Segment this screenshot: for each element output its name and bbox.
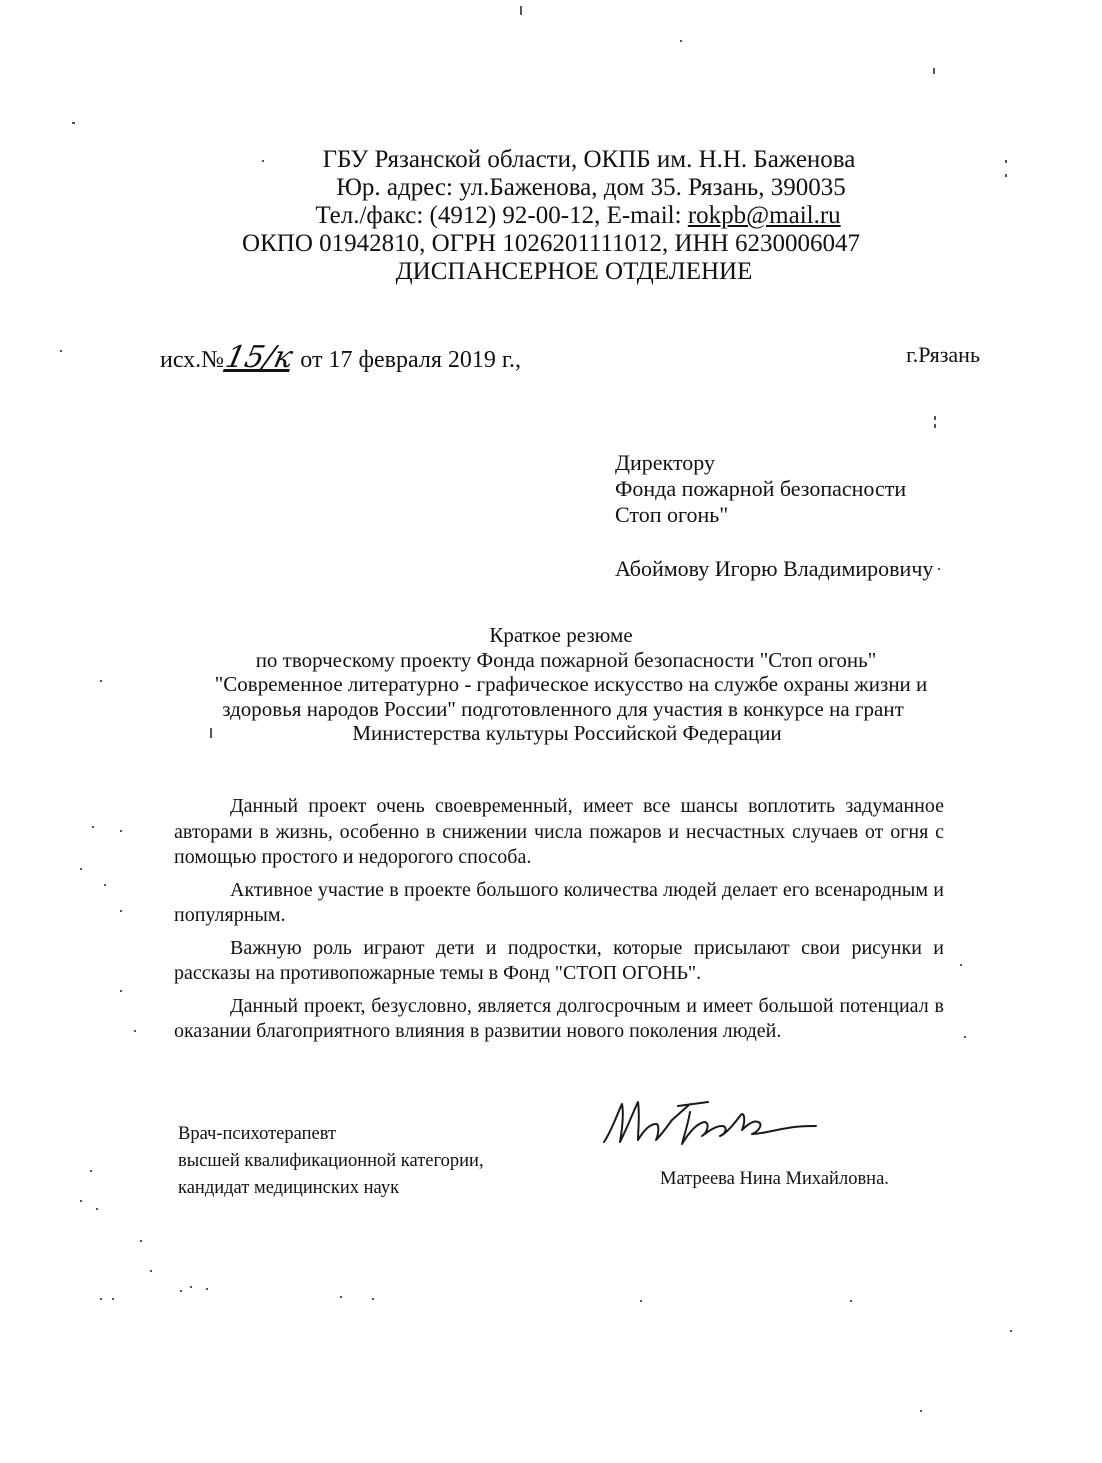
signer-position: Врач-психотерапевт: [178, 1124, 337, 1144]
title-line-5: Министерства культуры Российской Федерации: [352, 721, 782, 745]
body-paragraph: Важную роль играют дети и подростки, которые присылают свои рисунки и рассказы на противопожарные темы в Фонд "СТОП ОГОНЬ".: [174, 936, 944, 984]
outgoing-number: 15/к: [222, 340, 297, 375]
addressee-organization: Фонда пожарной безопасности: [615, 476, 907, 501]
body-paragraph: Данный проект, безусловно, является долгосрочным и имеет большой потенциал в оказании благоприятного влияния в развитии нового поколения людей.: [174, 994, 944, 1042]
body-paragraph: Данный проект очень своевременный, имеет все шансы воплотить задуманное авторами в жизнь, особенно в снижении числа пожаров и несчастных случаев от огня с помощью простого и недорогого способа.: [174, 795, 944, 868]
outgoing-reference: [160, 340, 521, 375]
city: г.Рязань: [906, 342, 980, 367]
addressee-person: Абоймову Игорю Владимировичу: [615, 556, 934, 581]
email-link[interactable]: rokpb@mail.ru: [687, 202, 841, 229]
organization-name: ГБУ Рязанской области, ОКПБ им. Н.Н. Баженова: [322, 146, 856, 173]
signer-category: высшей квалификационной категории,: [178, 1151, 484, 1171]
title-line-4: здоровья народов России" подготовленного для участия в конкурсе на грант: [222, 696, 904, 721]
letterhead: [0, 146, 1102, 286]
signer-degree: кандидат медицинских наук: [178, 1178, 400, 1198]
signer-name: Матреева Нина Михайловна.: [660, 1169, 889, 1189]
signer-credentials: [178, 1121, 484, 1202]
addressee-organization-name: Стоп огонь": [615, 502, 729, 527]
outgoing-prefix: исх.№: [160, 347, 225, 373]
body-paragraph: Активное участие в проекте большого количества людей делает его всенародным и популярным.: [174, 878, 944, 926]
registration-codes: ОКПО 01942810, ОГРН 1026201111012, ИНН 6230006047: [242, 230, 860, 257]
title-line-3: "Современное литературно - графическое искусство на службе охраны жизни и: [214, 672, 928, 696]
handwritten-signature: [598, 1090, 820, 1160]
contact-line: [54, 202, 1102, 230]
letter-body: [174, 794, 944, 1052]
phone-fax: Тел./факс: (4912) 92-00-12, E-mail:: [315, 202, 688, 229]
outgoing-date: от 17 февраля 2019 г.,: [300, 347, 522, 373]
legal-address: Юр. адрес: ул.Баженова, дом 35. Рязань, 390035: [336, 174, 846, 201]
addressee-title: Директору: [615, 450, 715, 475]
title-line-2: по творческому проекту Фонда пожарной безопасности "Стоп огонь": [255, 647, 877, 672]
document-title: [0, 623, 1102, 746]
department-name: ДИСПАНСЕРНОЕ ОТДЕЛЕНИЕ: [395, 258, 753, 285]
title-line-1: Краткое резюме: [489, 623, 633, 647]
addressee-block: [615, 450, 933, 582]
